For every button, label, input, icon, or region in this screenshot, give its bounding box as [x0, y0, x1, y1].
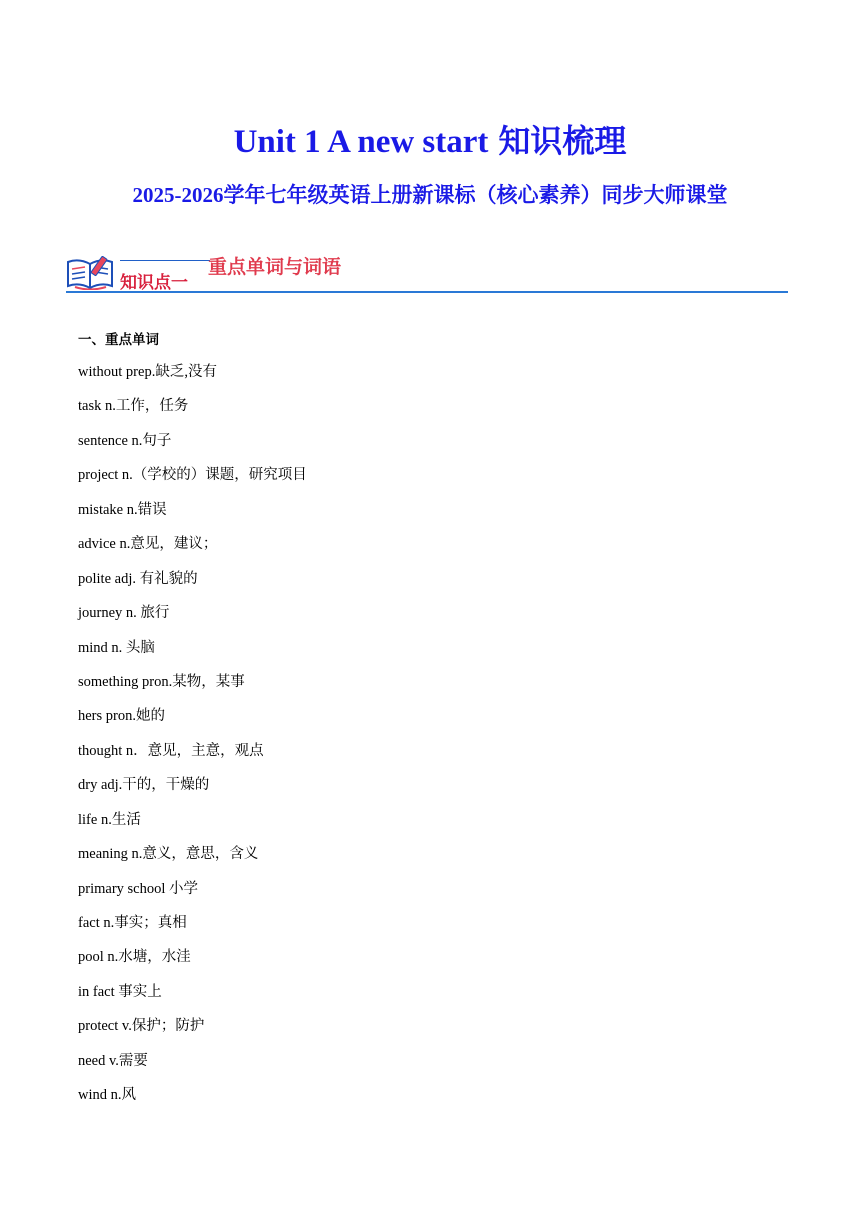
knowledge-point-tag: 知识点一 — [120, 273, 188, 293]
knowledge-point-title: 重点单词与词语 — [208, 256, 342, 278]
section-divider — [66, 291, 788, 293]
list-item: primary school 小学 — [78, 880, 199, 897]
list-item: advice n.意见，建议； — [78, 536, 218, 553]
list-item: wind n.风 — [78, 1087, 136, 1104]
list-item: life n.生活 — [78, 811, 141, 828]
knowledge-point-header — [66, 248, 788, 298]
list-item: project n.（学校的）课题，研究项目 — [78, 467, 307, 484]
list-item: fact n.事实；真相 — [78, 915, 187, 931]
section-heading: 一、重点单词 — [78, 332, 159, 348]
list-item: dry adj.干的，干燥的 — [78, 777, 210, 794]
vocab-list — [78, 361, 307, 1119]
list-item: something pron.某物，某事 — [78, 673, 245, 690]
title-chinese: 知识梳理 — [498, 122, 627, 160]
list-item: meaning n.意义，意思，含义 — [78, 846, 259, 863]
page-title — [0, 116, 860, 162]
page-subtitle: 2025-2026学年七年级英语上册新课标（核心素养）同步大师课堂 — [132, 183, 728, 207]
knowledge-point-divider-short — [120, 260, 210, 261]
list-item: thought n．意见，主意，观点 — [78, 742, 264, 759]
list-item: mistake n.错误 — [78, 501, 167, 518]
list-item: polite adj. 有礼貌的 — [78, 570, 198, 587]
list-item: sentence n.句子 — [78, 432, 172, 449]
list-item: protect v.保护；防护 — [78, 1018, 205, 1035]
list-item: without prep.缺乏,没有 — [78, 364, 217, 380]
list-item: mind n. 头脑 — [78, 639, 155, 656]
notebook-pen-icon — [66, 256, 114, 290]
list-item: journey n. 旅行 — [78, 605, 170, 622]
list-item: pool n.水塘，水洼 — [78, 949, 191, 966]
list-item: need v.需要 — [78, 1052, 148, 1069]
list-item: hers pron.她的 — [78, 708, 165, 725]
list-item: task n.工作，任务 — [78, 398, 189, 415]
title-english: Unit 1 A new start — [233, 124, 489, 160]
list-item: in fact 事实上 — [78, 983, 162, 1000]
